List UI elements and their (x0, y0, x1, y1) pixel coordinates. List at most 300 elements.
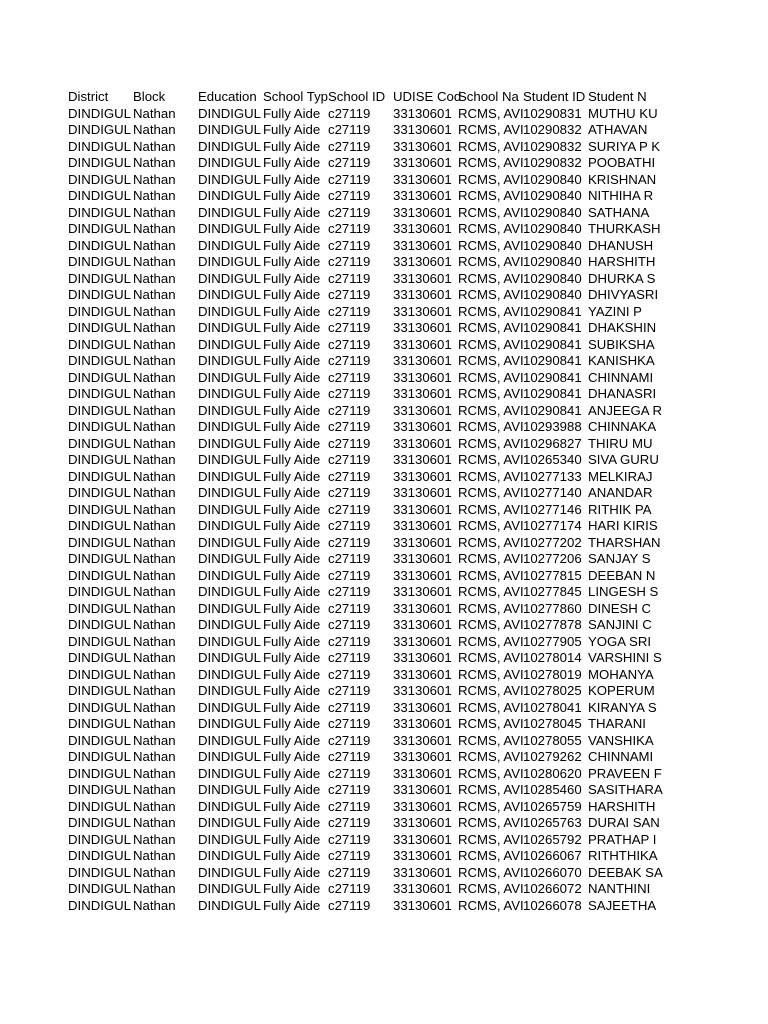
block-cell: Nathan (133, 864, 176, 880)
table-row (68, 238, 654, 255)
school-name-cell: RCMS, AVI (458, 617, 524, 632)
district-cell: DINDIGUL (68, 782, 132, 797)
header-school-name: School Na (458, 89, 519, 104)
school-name-cell: RCMS, AVI (458, 551, 524, 566)
district-cell: DINDIGUL (68, 485, 132, 500)
student-id-cell: 10290841 (523, 402, 582, 418)
school-type-cell: Fully Aide (263, 815, 321, 830)
block-cell: Nathan (133, 468, 176, 484)
student-name-cell: NITHIHA R (588, 188, 654, 203)
udise-code-cell: 33130601 (393, 518, 452, 533)
school-type-cell: Fully Aide (263, 452, 321, 467)
udise-code-cell: 33130601 (393, 534, 452, 550)
education-cell: DINDIGUL (198, 815, 262, 830)
student-id-cell: 10290841 (523, 353, 582, 368)
udise-code-cell: 33130601 (393, 188, 452, 203)
school-type-cell: Fully Aide (263, 485, 321, 500)
district-cell: DINDIGUL (68, 815, 132, 830)
school-name-cell: RCMS, AVI (458, 171, 524, 187)
table-row (68, 254, 654, 271)
school-id-cell: c27119 (328, 551, 371, 566)
school-id-cell: c27119 (328, 749, 371, 764)
student-id-cell: 10290831 (523, 105, 582, 121)
udise-code-cell: 33130601 (393, 485, 452, 500)
education-cell: DINDIGUL (198, 782, 262, 797)
udise-code-cell: 33130601 (393, 749, 452, 764)
student-id-cell: 10290841 (523, 303, 582, 319)
school-name-cell: RCMS, AVI (458, 485, 524, 500)
school-type-cell: Fully Aide (263, 287, 321, 302)
student-name-cell: SURIYA P K (588, 138, 661, 154)
block-cell: Nathan (133, 699, 176, 715)
education-cell: DINDIGUL (198, 171, 262, 187)
school-id-cell: c27119 (328, 287, 371, 302)
school-type-cell: Fully Aide (263, 435, 321, 451)
block-cell: Nathan (133, 881, 176, 896)
student-id-cell: 10277815 (523, 567, 582, 583)
student-id-cell: 10290840 (523, 188, 582, 203)
school-type-cell: Fully Aide (263, 419, 321, 434)
block-cell: Nathan (133, 188, 176, 203)
student-id-cell: 10277206 (523, 551, 582, 566)
student-name-cell: MELKIRAJ (588, 468, 653, 484)
student-id-cell: 10277202 (523, 534, 582, 550)
education-cell: DINDIGUL (198, 452, 262, 467)
udise-code-cell: 33130601 (393, 171, 452, 187)
table-row (68, 287, 659, 304)
school-id-cell: c27119 (328, 732, 371, 748)
school-name-cell: RCMS, AVI (458, 303, 524, 319)
school-name-cell: RCMS, AVI (458, 138, 524, 154)
school-type-cell: Fully Aide (263, 122, 321, 137)
school-name-cell: RCMS, AVI (458, 749, 524, 764)
school-name-cell: RCMS, AVI (458, 897, 524, 913)
block-cell: Nathan (133, 254, 176, 269)
block-cell: Nathan (133, 848, 176, 863)
school-name-cell: RCMS, AVI (458, 188, 524, 203)
school-name-cell: RCMS, AVI (458, 584, 524, 599)
school-name-cell: RCMS, AVI (458, 386, 524, 401)
district-cell: DINDIGUL (68, 881, 132, 896)
education-cell: DINDIGUL (198, 320, 262, 335)
table-row (68, 502, 654, 519)
education-cell: DINDIGUL (198, 155, 262, 170)
table-row (68, 765, 662, 783)
school-id-cell: c27119 (328, 221, 371, 236)
udise-code-cell: 33130601 (393, 105, 452, 121)
school-type-cell: Fully Aide (263, 270, 321, 286)
student-id-cell: 10277146 (523, 501, 582, 517)
school-type-cell: Fully Aide (263, 518, 321, 533)
student-id-cell: 10278041 (523, 699, 582, 715)
student-name-cell: SANJINI C (588, 617, 652, 632)
school-name-cell: RCMS, AVI (458, 699, 524, 715)
school-name-cell: RCMS, AVI (458, 732, 524, 748)
student-name-cell: THARSHAN (588, 534, 661, 550)
school-id-cell: c27119 (328, 716, 371, 731)
school-type-cell: Fully Aide (263, 353, 321, 368)
udise-code-cell: 33130601 (393, 699, 452, 715)
udise-code-cell: 33130601 (393, 287, 452, 302)
school-type-cell: Fully Aide (263, 468, 321, 484)
education-cell: DINDIGUL (198, 105, 262, 121)
udise-code-cell: 33130601 (393, 221, 452, 236)
district-cell: DINDIGUL (68, 848, 132, 863)
school-name-cell: RCMS, AVI (458, 815, 524, 830)
block-cell: Nathan (133, 122, 176, 137)
student-id-cell: 10285460 (523, 782, 582, 797)
school-id-cell: c27119 (328, 518, 371, 533)
school-id-cell: c27119 (328, 600, 371, 616)
table-row (68, 419, 657, 436)
education-cell: DINDIGUL (198, 138, 262, 154)
udise-code-cell: 33130601 (393, 452, 452, 467)
school-name-cell: RCMS, AVI (458, 468, 524, 484)
district-cell: DINDIGUL (68, 254, 132, 269)
school-name-cell: RCMS, AVI (458, 237, 524, 253)
district-cell: DINDIGUL (68, 303, 132, 319)
school-type-cell: Fully Aide (263, 699, 321, 715)
school-type-cell: Fully Aide (263, 221, 321, 236)
table-row (68, 452, 659, 469)
student-id-cell: 10290840 (523, 171, 582, 187)
udise-code-cell: 33130601 (393, 435, 452, 451)
school-id-cell: c27119 (328, 270, 371, 286)
school-id-cell: c27119 (328, 386, 371, 401)
school-id-cell: c27119 (328, 237, 371, 253)
udise-code-cell: 33130601 (393, 551, 452, 566)
school-name-cell: RCMS, AVI (458, 204, 524, 220)
udise-code-cell: 33130601 (393, 402, 452, 418)
education-cell: DINDIGUL (198, 749, 262, 764)
udise-code-cell: 33130601 (393, 468, 452, 484)
school-id-cell: c27119 (328, 155, 371, 170)
udise-code-cell: 33130601 (393, 683, 452, 698)
school-type-cell: Fully Aide (263, 551, 321, 566)
education-cell: DINDIGUL (198, 369, 262, 385)
school-id-cell: c27119 (328, 468, 371, 484)
student-name-cell: THURKASH (588, 221, 661, 236)
table-row (68, 799, 654, 816)
student-name-cell: DHURKA S (588, 270, 656, 286)
table-row (68, 733, 654, 750)
block-cell: Nathan (133, 567, 176, 583)
school-id-cell: c27119 (328, 650, 371, 665)
school-id-cell: c27119 (328, 320, 371, 335)
school-id-cell: c27119 (328, 683, 371, 698)
school-id-cell: c27119 (328, 105, 371, 121)
school-id-cell: c27119 (328, 782, 371, 797)
district-cell: DINDIGUL (68, 237, 132, 253)
district-cell: DINDIGUL (68, 468, 132, 484)
student-id-cell: 10265340 (523, 452, 582, 467)
block-cell: Nathan (133, 749, 176, 764)
table-row (68, 716, 654, 733)
student-id-cell: 10278019 (523, 666, 582, 682)
education-cell: DINDIGUL (198, 468, 262, 484)
school-id-cell: c27119 (328, 336, 371, 352)
school-id-cell: c27119 (328, 848, 371, 863)
school-type-cell: Fully Aide (263, 732, 321, 748)
education-cell: DINDIGUL (198, 600, 262, 616)
district-cell: DINDIGUL (68, 204, 132, 220)
table-row (68, 402, 663, 420)
udise-code-cell: 33130601 (393, 254, 452, 269)
school-type-cell: Fully Aide (263, 155, 321, 170)
education-cell: DINDIGUL (198, 518, 262, 533)
school-type-cell: Fully Aide (263, 864, 321, 880)
student-name-cell: KANISHKA (588, 353, 655, 368)
table-row (68, 864, 663, 882)
table-row (68, 469, 654, 486)
district-cell: DINDIGUL (68, 534, 132, 550)
school-id-cell: c27119 (328, 534, 371, 550)
udise-code-cell: 33130601 (393, 369, 452, 385)
table-row (68, 205, 654, 222)
district-cell: DINDIGUL (68, 897, 132, 913)
education-cell: DINDIGUL (198, 221, 262, 236)
udise-code-cell: 33130601 (393, 138, 452, 154)
student-id-cell: 10278025 (523, 683, 582, 698)
school-name-cell: RCMS, AVI (458, 534, 524, 550)
udise-code-cell: 33130601 (393, 155, 452, 170)
table-row (68, 271, 654, 288)
district-cell: DINDIGUL (68, 435, 132, 451)
district-cell: DINDIGUL (68, 633, 132, 649)
district-cell: DINDIGUL (68, 798, 132, 814)
school-id-cell: c27119 (328, 765, 371, 781)
school-type-cell: Fully Aide (263, 567, 321, 583)
udise-code-cell: 33130601 (393, 897, 452, 913)
school-name-cell: RCMS, AVI (458, 798, 524, 814)
header-school-type: School Typ (263, 89, 329, 104)
school-name-cell: RCMS, AVI (458, 567, 524, 583)
student-id-cell: 10277860 (523, 600, 582, 616)
education-cell: DINDIGUL (198, 336, 262, 352)
student-name-cell: CHINNAMI (588, 749, 654, 764)
district-cell: DINDIGUL (68, 749, 132, 764)
student-name-cell: SAJEETHA (588, 897, 657, 913)
school-id-cell: c27119 (328, 501, 371, 517)
student-name-cell: PRATHAP I (588, 831, 657, 847)
district-cell: DINDIGUL (68, 419, 132, 434)
udise-code-cell: 33130601 (393, 353, 452, 368)
school-name-cell: RCMS, AVI (458, 600, 524, 616)
udise-code-cell: 33130601 (393, 666, 452, 682)
school-name-cell: RCMS, AVI (458, 765, 524, 781)
student-id-cell: 10290841 (523, 336, 582, 352)
education-cell: DINDIGUL (198, 584, 262, 599)
student-id-cell: 10290832 (523, 122, 582, 137)
district-cell: DINDIGUL (68, 138, 132, 154)
block-cell: Nathan (133, 534, 176, 550)
district-cell: DINDIGUL (68, 270, 132, 286)
udise-code-cell: 33130601 (393, 617, 452, 632)
student-id-cell: 10293988 (523, 419, 582, 434)
education-cell: DINDIGUL (198, 683, 262, 698)
table-row (68, 568, 654, 585)
table-row (68, 188, 654, 205)
block-cell: Nathan (133, 171, 176, 187)
student-id-cell: 10265763 (523, 815, 582, 830)
block-cell: Nathan (133, 897, 176, 913)
student-name-cell: DHIVYASRI (588, 287, 659, 302)
student-name-cell: NANTHINI (588, 881, 651, 896)
school-name-cell: RCMS, AVI (458, 369, 524, 385)
school-type-cell: Fully Aide (263, 105, 321, 121)
student-id-cell: 10290832 (523, 155, 582, 170)
district-cell: DINDIGUL (68, 188, 132, 203)
udise-code-cell: 33130601 (393, 567, 452, 583)
table-row (68, 749, 654, 766)
table-row (68, 320, 657, 337)
block-cell: Nathan (133, 666, 176, 682)
table-row (68, 534, 661, 552)
school-type-cell: Fully Aide (263, 386, 321, 401)
student-name-cell: THARANI (588, 716, 646, 731)
student-id-cell: 10290840 (523, 254, 582, 269)
education-cell: DINDIGUL (198, 402, 262, 418)
school-type-cell: Fully Aide (263, 897, 321, 913)
school-name-cell: RCMS, AVI (458, 221, 524, 236)
table-row (68, 551, 654, 568)
udise-code-cell: 33130601 (393, 419, 452, 434)
udise-code-cell: 33130601 (393, 237, 452, 253)
block-cell: Nathan (133, 600, 176, 616)
udise-code-cell: 33130601 (393, 798, 452, 814)
education-cell: DINDIGUL (198, 254, 262, 269)
education-cell: DINDIGUL (198, 485, 262, 500)
student-name-cell: KIRANYA S (588, 699, 657, 715)
header-education: Education (198, 89, 257, 104)
table-row (68, 370, 654, 387)
student-id-cell: 10290840 (523, 270, 582, 286)
block-cell: Nathan (133, 336, 176, 352)
student-name-cell: ANANDAR (588, 485, 653, 500)
student-id-cell: 10278055 (523, 732, 582, 748)
district-cell: DINDIGUL (68, 155, 132, 170)
header-school-id: School ID (328, 89, 386, 104)
school-name-cell: RCMS, AVI (458, 105, 524, 121)
table-row (68, 683, 654, 700)
table-row (68, 105, 658, 123)
udise-code-cell: 33130601 (393, 386, 452, 401)
student-name-cell: RITHIK PA (588, 501, 652, 517)
school-id-cell: c27119 (328, 303, 371, 319)
district-cell: DINDIGUL (68, 320, 132, 335)
school-id-cell: c27119 (328, 864, 371, 880)
district-cell: DINDIGUL (68, 402, 132, 418)
udise-code-cell: 33130601 (393, 848, 452, 863)
table-row (68, 518, 658, 535)
udise-code-cell: 33130601 (393, 501, 452, 517)
table-row (68, 897, 657, 915)
udise-code-cell: 33130601 (393, 765, 452, 781)
school-id-cell: c27119 (328, 171, 371, 187)
school-id-cell: c27119 (328, 815, 371, 830)
school-id-cell: c27119 (328, 485, 371, 500)
student-id-cell: 10290840 (523, 221, 582, 236)
student-name-cell: SUBIKSHA (588, 336, 655, 352)
education-cell: DINDIGUL (198, 122, 262, 137)
table-row (68, 667, 654, 684)
school-name-cell: RCMS, AVI (458, 122, 524, 137)
student-name-cell: POOBATHI (588, 155, 656, 170)
education-cell: DINDIGUL (198, 303, 262, 319)
block-cell: Nathan (133, 369, 176, 385)
school-type-cell: Fully Aide (263, 188, 321, 203)
district-cell: DINDIGUL (68, 683, 132, 698)
school-id-cell: c27119 (328, 138, 371, 154)
block-cell: Nathan (133, 419, 176, 434)
school-id-cell: c27119 (328, 666, 371, 682)
school-name-cell: RCMS, AVI (458, 650, 524, 665)
block-cell: Nathan (133, 584, 176, 599)
district-cell: DINDIGUL (68, 666, 132, 682)
school-name-cell: RCMS, AVI (458, 881, 524, 896)
education-cell: DINDIGUL (198, 353, 262, 368)
school-name-cell: RCMS, AVI (458, 353, 524, 368)
block-cell: Nathan (133, 683, 176, 698)
district-cell: DINDIGUL (68, 600, 132, 616)
block-cell: Nathan (133, 402, 176, 418)
education-cell: DINDIGUL (198, 699, 262, 715)
school-type-cell: Fully Aide (263, 683, 321, 698)
district-cell: DINDIGUL (68, 584, 132, 599)
school-type-cell: Fully Aide (263, 402, 321, 418)
school-type-cell: Fully Aide (263, 320, 321, 335)
table-row (68, 436, 654, 453)
district-cell: DINDIGUL (68, 864, 132, 880)
table-row (68, 485, 654, 502)
school-id-cell: c27119 (328, 204, 371, 220)
table-row (68, 815, 660, 832)
student-name-cell: ATHAVAN (588, 122, 648, 137)
district-cell: DINDIGUL (68, 831, 132, 847)
education-cell: DINDIGUL (198, 798, 262, 814)
student-id-cell: 10290840 (523, 204, 582, 220)
school-id-cell: c27119 (328, 897, 371, 913)
udise-code-cell: 33130601 (393, 303, 452, 319)
school-name-cell: RCMS, AVI (458, 270, 524, 286)
education-cell: DINDIGUL (198, 237, 262, 253)
student-name-cell: MOHANYA (588, 666, 654, 682)
school-name-cell: RCMS, AVI (458, 336, 524, 352)
district-cell: DINDIGUL (68, 105, 132, 121)
table-row (68, 155, 654, 172)
school-type-cell: Fully Aide (263, 336, 321, 352)
udise-code-cell: 33130601 (393, 584, 452, 599)
district-cell: DINDIGUL (68, 386, 132, 401)
school-type-cell: Fully Aide (263, 765, 321, 781)
school-name-cell: RCMS, AVI (458, 419, 524, 434)
student-id-cell: 10290832 (523, 138, 582, 154)
student-id-cell: 10266070 (523, 864, 582, 880)
school-name-cell: RCMS, AVI (458, 518, 524, 533)
table-row (68, 650, 662, 667)
student-name-cell: ANJEEGA R (588, 402, 663, 418)
education-cell: DINDIGUL (198, 617, 262, 632)
district-cell: DINDIGUL (68, 122, 132, 137)
student-id-cell: 10279262 (523, 749, 582, 764)
student-id-cell: 10265792 (523, 831, 582, 847)
school-id-cell: c27119 (328, 254, 371, 269)
table-row (68, 881, 654, 898)
header-udise-code: UDISE Cod (393, 89, 462, 104)
school-id-cell: c27119 (328, 188, 371, 203)
education-cell: DINDIGUL (198, 732, 262, 748)
block-cell: Nathan (133, 551, 176, 566)
